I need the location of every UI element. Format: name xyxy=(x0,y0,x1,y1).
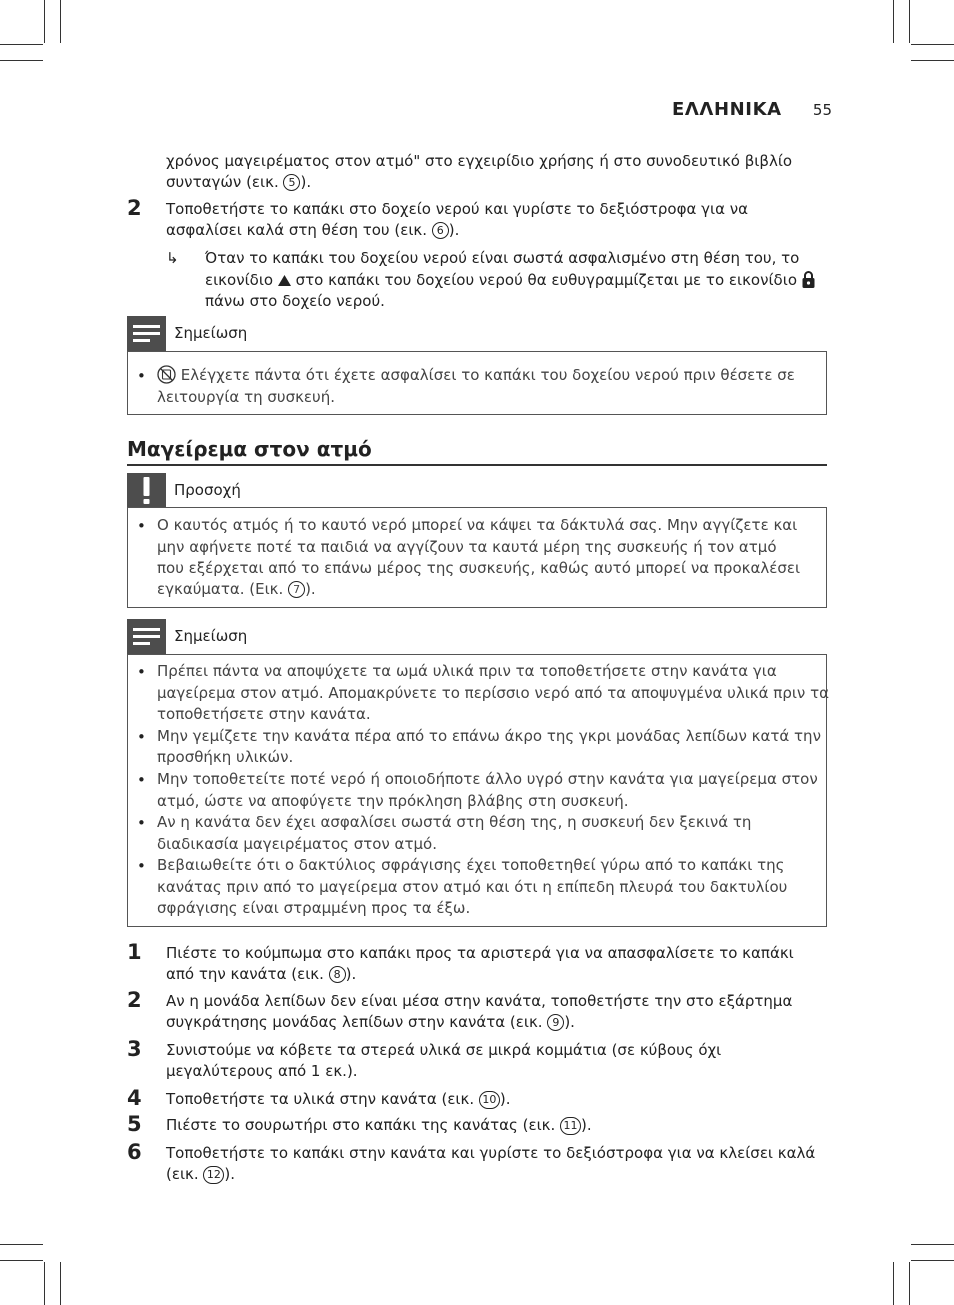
step-text-line-1: Αν η μονάδα λεπίδων δεν είναι μέσα στην κανάτα, τοποθετήστε την στο εξάρτημα xyxy=(166,992,793,1010)
bullet: • xyxy=(137,663,146,681)
intro-line-1: χρόνος μαγειρέματος στον ατμό" στο εγχειρίδιο χρήσης ή στο συνοδευτικό βιβλίο xyxy=(166,152,793,170)
note-item-line: Αν η κανάτα δεν έχει ασφαλίσει σωστά στη θέση της, η συσκευή δεν ξεκινά τη xyxy=(157,813,752,831)
caution-line-4: εγκαύματα. (Εικ. 7 ). xyxy=(157,580,316,598)
section-title: Μαγείρεμα στον ατμό xyxy=(127,437,372,461)
caution-line-2: μην αφήνετε ποτέ τα παιδιά να αγγίζουν τα καυτά μέρη της συσκευής ή τον ατμό xyxy=(157,538,777,556)
step-number: 6 xyxy=(127,1140,142,1164)
note-title: Σημείωση xyxy=(174,324,248,342)
note-lines-icon xyxy=(127,316,166,351)
caution-title: Προσοχή xyxy=(174,481,241,499)
figure-reference: 12 xyxy=(203,1166,224,1184)
step-text-line-2: (εικ. 12 ). xyxy=(166,1165,236,1183)
note-line-2: λειτουργία τη συσκευή. xyxy=(157,388,335,406)
note-item-line: διαδικασία μαγειρέματος στον ατμό. xyxy=(157,835,437,853)
crop-mark xyxy=(44,1262,45,1305)
step-number: 2 xyxy=(127,196,142,220)
step-text-line-1: Τοποθετήστε το καπάκι στο δοχείο νερού και γυρίστε το δεξιόστροφα για να xyxy=(166,200,749,218)
crop-mark xyxy=(911,44,954,45)
step-text-line-2: μεγαλύτερους από 1 εκ.). xyxy=(166,1062,358,1080)
crop-mark xyxy=(44,0,45,43)
note-item-line: προσθήκη υλικών. xyxy=(157,748,294,766)
note-item-line: κανάτας πριν από το μαγείρεμα στον ατμό και ότι η επίπεδη πλευρά του δακτυλίου xyxy=(157,878,788,896)
note-item-line: τοποθετήσετε στην κανάτα. xyxy=(157,705,371,723)
step-text-line-1: Πιέστε το κούμπωμα στο καπάκι προς τα αριστερά για να απασφαλίσετε το καπάκι xyxy=(166,944,794,962)
result-line-3: πάνω στο δοχείο νερού. xyxy=(205,292,385,310)
crop-mark xyxy=(911,1260,954,1261)
note-lines-icon xyxy=(127,619,166,654)
step-number: 5 xyxy=(127,1112,142,1136)
crop-mark xyxy=(0,44,43,45)
language-title: ΕΛΛΗΝΙΚΑ xyxy=(672,99,782,120)
step-text-line-1: Συνιστούμε να κόβετε τα στερεά υλικά σε μικρά κομμάτια (σε κύβους όχι xyxy=(166,1041,722,1059)
crop-mark xyxy=(893,1262,894,1305)
page-header xyxy=(672,99,832,123)
figure-reference: 6 xyxy=(432,222,449,239)
intro-line-2: συνταγών (εικ. 5 ). xyxy=(166,173,312,191)
figure-reference: 9 xyxy=(547,1014,564,1031)
result-line-2: εικονίδιο στο καπάκι του δοχείου νερού θα ευθυγραμμίζεται με το εικονίδιο xyxy=(205,270,815,292)
step-number: 3 xyxy=(127,1037,142,1061)
note-item-line: Μην τοποθετείτε ποτέ νερό ή οποιοδήποτε άλλο υγρό στην κανάτα για μαγείρεμα στον xyxy=(157,770,818,788)
triangle-up-icon xyxy=(278,275,291,286)
figure-reference: 8 xyxy=(329,966,346,983)
crop-mark xyxy=(60,1262,61,1305)
note-item-line: Πρέπει πάντα να αποψύχετε τα ωμά υλικά πριν τα τοποθετήσετε στην κανάτα για xyxy=(157,662,777,680)
crop-mark xyxy=(893,0,894,43)
figure-reference: 11 xyxy=(560,1117,581,1135)
bullet: • xyxy=(137,728,146,746)
note-header xyxy=(127,619,827,654)
step-number: 2 xyxy=(127,988,142,1012)
crop-mark xyxy=(909,0,910,43)
caution-line-1: Ο καυτός ατμός ή το καυτό νερό μπορεί να κάψει τα δάκτυλά σας. Μην αγγίζετε και xyxy=(157,516,798,534)
padlock-icon xyxy=(802,271,815,288)
result-arrow-icon: ↳ xyxy=(166,249,179,267)
note-item-line: ατμό, ώστε να αποφύγετε την πρόκληση βλάβης στη συσκευή. xyxy=(157,792,629,810)
crop-mark xyxy=(0,1260,43,1261)
crop-mark xyxy=(911,60,954,61)
step-text-line-1: Πιέστε το σουρωτήρι στο καπάκι της κανάτας (εικ. 11 ). xyxy=(166,1116,592,1134)
caution-line-3: που εξέρχεται από το επάνω μέρος της συσκευής, καθώς αυτό μπορεί να προκαλέσει xyxy=(157,559,801,577)
crop-mark xyxy=(909,1262,910,1305)
figure-reference: 10 xyxy=(479,1091,500,1109)
result-line-1: Όταν το καπάκι του δοχείου νερού είναι σωστά ασφαλισμένο στη θέση του, το xyxy=(205,249,800,267)
figure-reference: 7 xyxy=(288,581,305,598)
bullet: • xyxy=(137,814,146,832)
step-text-line-2: συγκράτησης μονάδας λεπίδων στην κανάτα (εικ. 9 ). xyxy=(166,1013,575,1031)
section-heading xyxy=(127,437,827,466)
note-title: Σημείωση xyxy=(174,627,248,645)
caution-header xyxy=(127,473,827,508)
crop-mark xyxy=(0,1244,43,1245)
figure-reference: 5 xyxy=(283,174,300,191)
note-item-line: Μην γεμίζετε την κανάτα πέρα από το επάνω άκρο της γκρι μονάδας λεπίδων κατά την xyxy=(157,727,821,745)
bullet: • xyxy=(137,771,146,789)
note-item-line: Βεβαιωθείτε ότι ο δακτύλιος σφράγισης έχει τοποθετηθεί γύρω από το καπάκι της xyxy=(157,856,785,874)
note-item-line: μαγείρεμα στον ατμό. Απομακρύνετε το περίσσιο νερό από τα αποψυγμένα υλικά πριν τα xyxy=(157,684,829,702)
note-item-line: σφράγισης είναι στραμμένη προς τα έξω. xyxy=(157,899,471,917)
step-number: 4 xyxy=(127,1086,142,1110)
step-text-line-1: Τοποθετήστε τα υλικά στην κανάτα (εικ. 10 ). xyxy=(166,1090,511,1108)
bullet: • xyxy=(137,857,146,875)
step-number: 1 xyxy=(127,940,142,964)
exclamation-icon xyxy=(127,473,166,508)
crop-mark xyxy=(0,60,43,61)
crop-mark xyxy=(60,0,61,43)
crossed-circle-icon xyxy=(157,365,176,384)
bullet: • xyxy=(137,367,146,385)
crop-mark xyxy=(911,1244,954,1245)
bullet: • xyxy=(137,517,146,535)
step-text-line-2: από την κανάτα (εικ. 8 ). xyxy=(166,965,357,983)
note-line-1: Ελέγχετε πάντα ότι έχετε ασφαλίσει το καπάκι του δοχείου νερού πριν θέσετε σε xyxy=(157,365,795,387)
page-number: 55 xyxy=(812,101,832,119)
note-header xyxy=(127,316,827,351)
step-text-line-2: ασφαλίσει καλά στη θέση του (εικ. 6 ). xyxy=(166,221,460,239)
step-text-line-1: Τοποθετήστε το καπάκι στην κανάτα και γυρίστε το δεξιόστροφα για να κλείσει καλά xyxy=(166,1144,816,1162)
